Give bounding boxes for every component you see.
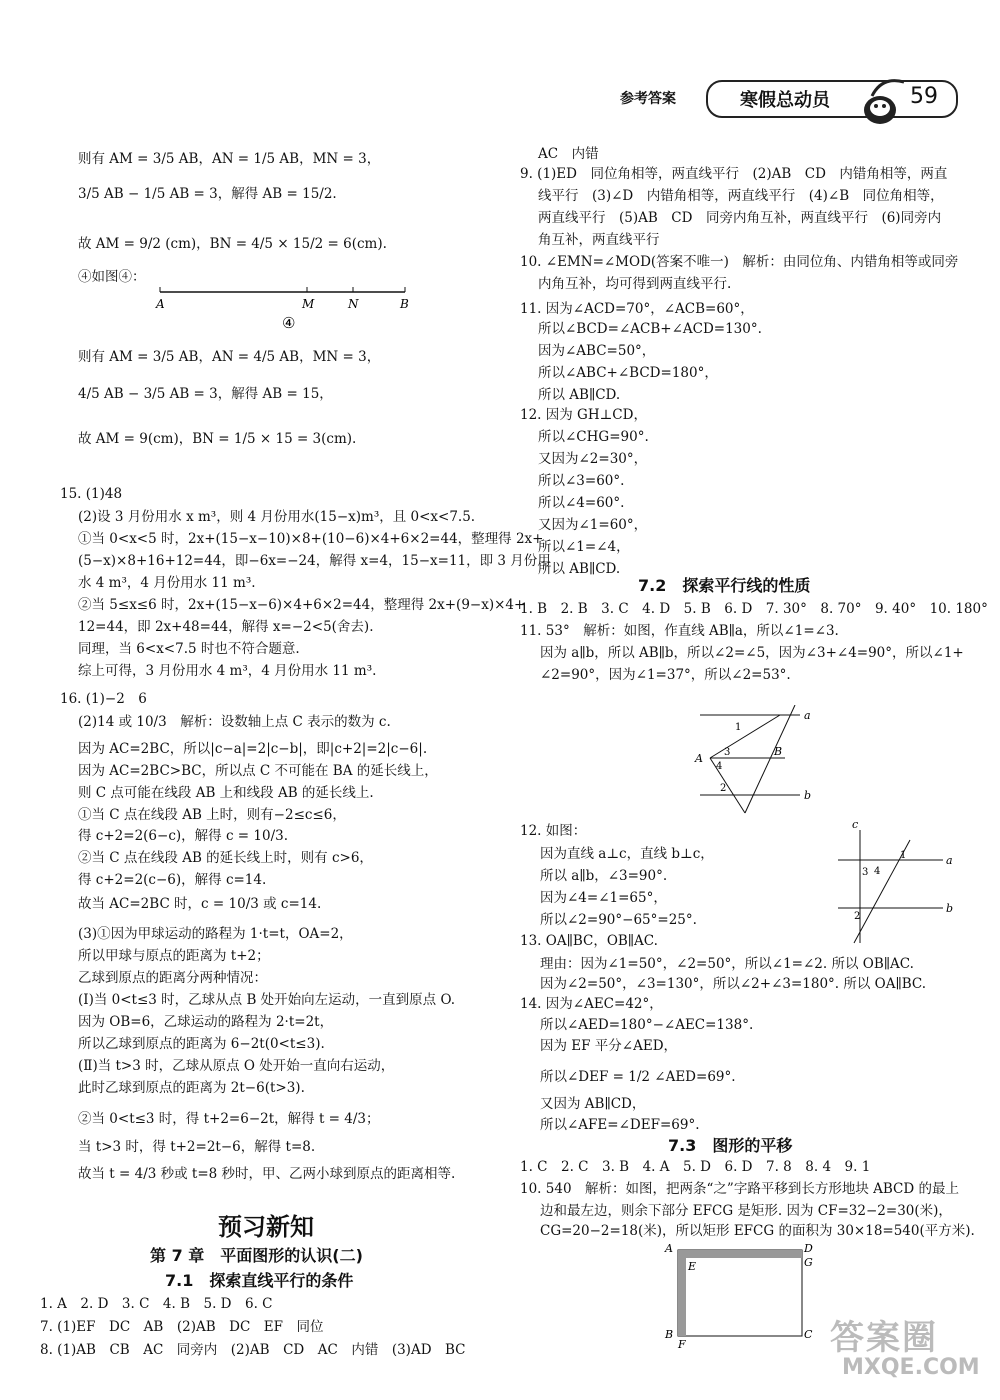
answer-line: 16. (1)−2 6 <box>60 691 147 707</box>
answer-line: CG=20−2=18(米)，所以矩形 EFCG 的面积为 30×18=540(平方米). <box>540 1223 975 1239</box>
figure-rectangle-plot <box>660 1240 820 1350</box>
answer-line: ②当 C 点在线段 AB 的延长线上时，则有 c>6， <box>78 850 373 866</box>
svg-text:B: B <box>665 1328 674 1341</box>
answer-line: 得 c+2=2(6−c)，解得 c = 10/3. <box>78 828 289 844</box>
answer-line: 当 t>3 时，得 t+2=2t−6，解得 t=8. <box>78 1139 316 1155</box>
answer-line: 又因为∠1=60°， <box>538 517 648 533</box>
answer-line: 线平行 (3)∠D 内错角相等，两直线平行 (4)∠B 同位角相等， <box>538 188 944 204</box>
choice-answer-line: 7. (1)EF DC AB (2)AB DC EF 同位 <box>40 1319 324 1335</box>
answer-line: 两直线平行 (5)AB CD 同旁内角互补，两直线平行 (6)同旁内 <box>538 210 942 226</box>
answer-line: 所以∠DEF = 1/2 ∠AED=69°. <box>540 1069 736 1085</box>
answer-line: 又因为 AB∥CD， <box>540 1096 646 1112</box>
answer-line: 12=44，即 2x+48=44，解得 x=−2<5(舍去). <box>78 619 374 635</box>
section-7-3-title: 7.3 图形的平移 <box>668 1136 793 1155</box>
answer-line: 所以∠CHG=90°. <box>538 429 649 445</box>
svg-text:4: 4 <box>716 761 723 772</box>
answer-line: 因为 EF 平分∠AED， <box>540 1038 678 1054</box>
answer-line: 因为 AC=2BC>BC，所以点 C 不可能在 BA 的延长线上， <box>78 763 438 779</box>
answer-line: 11. 因为∠ACD=70°，∠ACB=60°， <box>520 301 754 317</box>
answer-line: 12. 因为 GH⊥CD， <box>520 407 647 423</box>
answer-line: 14. 因为∠AEC=42°， <box>520 996 663 1012</box>
figure-12-parallel-lines <box>828 818 963 948</box>
svg-text:1: 1 <box>900 850 907 861</box>
answer-line: 所以 AB∥CD. <box>538 561 621 577</box>
header-reference-label: 参考答案 <box>620 91 676 107</box>
answer-line: 乙球到原点的距离分两种情况： <box>78 970 267 986</box>
answer-line: 3/5 AB − 1/5 AB = 3，解得 AB = 15/2. <box>78 186 337 202</box>
svg-text:3: 3 <box>862 867 869 878</box>
answer-line: 因为直线 a⊥c，直线 b⊥c， <box>540 846 714 862</box>
answer-line: (3)①因为甲球运动的路程为 1·t=t，OA=2， <box>78 926 353 942</box>
mascot-icon <box>852 70 910 128</box>
answer-line: 理由：因为∠1=50°，∠2=50°，所以∠1=∠2. 所以 OB∥AC. <box>540 956 914 972</box>
answer-line: 因为∠2=50°，∠3=130°，所以∠2+∠3=180°. 所以 OA∥BC. <box>540 976 927 992</box>
answer-line: 则有 AM = 3/5 AB，AN = 1/5 AB，MN = 3， <box>78 151 381 167</box>
answer-line: (Ⅱ)当 t>3 时，乙球从原点 O 处开始一直向右运动， <box>78 1058 395 1074</box>
answer-line: 又因为∠2=30°， <box>538 451 648 467</box>
answer-line: 边和最左边，则余下部分 EFCG 是矩形. 因为 CF=32−2=30(米)， <box>540 1203 952 1219</box>
fig4-point-B: B <box>400 297 409 311</box>
answer-line: 故当 t = 4/3 秒或 t=8 秒时，甲、乙两小球到原点的距离相等. <box>78 1166 456 1182</box>
answer-line: 所以∠3=60°. <box>538 473 625 489</box>
svg-text:E: E <box>688 1260 697 1273</box>
preview-title: 预习新知 <box>218 1213 314 1241</box>
answer-line: ①当 0<x<5 时，2x+(15−x−10)×8+(10−6)×4+6×2=44，整理得 2x+ <box>78 531 544 547</box>
svg-text:1: 1 <box>735 722 742 733</box>
choice-answer-line: 1. A 2. D 3. C 4. B 5. D 6. C <box>40 1296 273 1312</box>
answer-line: 9. (1)ED 同位角相等，两直线平行 (2)AB CD 内错角相等，两直 <box>520 166 948 182</box>
answer-line: 10. 540 解析：如图，把两条“之”字路平移到长方形地块 ABCD 的最上 <box>520 1181 959 1197</box>
svg-text:3: 3 <box>724 747 731 758</box>
answer-line: 则 C 点可能在线段 AB 上和线段 AB 的延长线上. <box>78 785 374 801</box>
svg-text:2: 2 <box>720 783 727 794</box>
svg-text:F: F <box>678 1338 686 1350</box>
answer-line: (Ⅰ)当 0<t≤3 时，乙球从点 B 处开始向左运动，一直到原点 O. <box>78 992 456 1008</box>
svg-text:c: c <box>852 818 859 831</box>
answer-line: 1. B 2. B 3. C 4. D 5. B 6. D 7. 30° 8. 70° 9. 40° 10. 180° <box>520 601 988 617</box>
answer-line: 12. 如图： <box>520 823 587 839</box>
figure-4-segment <box>150 282 420 332</box>
choice-answer-line: 8. (1)AB CB AC 同旁内 (2)AB CD AC 内错 (3)AD BC <box>40 1342 466 1358</box>
answer-line: (2)设 3 月份用水 x m³，则 4 月份用水(15−x)m³，且 0<x<7.5. <box>78 509 476 525</box>
svg-text:C: C <box>804 1328 813 1341</box>
svg-text:b: b <box>946 902 954 915</box>
answer-line: 11. 53° 解析：如图，作直线 AB∥a，所以∠1=∠3. <box>520 623 839 639</box>
answer-line: 因为 AC=2BC，所以|c−a|=2|c−b|，即|c+2|=2|c−6|. <box>78 741 428 757</box>
answer-line: 内角互补，均可得到两直线平行. <box>538 276 732 292</box>
answer-line: 13. OA∥BC，OB∥AC. <box>520 933 658 949</box>
answer-line: 得 c+2=2(c−6)，解得 c=14. <box>78 872 267 888</box>
answer-line: 因为 OB=6，乙球运动的路程为 2·t=2t， <box>78 1014 334 1030</box>
svg-text:B: B <box>774 745 783 758</box>
answer-line: 所以乙球到原点的距离为 6−2t(0<t≤3). <box>78 1036 325 1052</box>
answer-line: 角互补，两直线平行 <box>538 232 660 248</box>
answer-line: 所以∠AED=180°−∠AEC=138°. <box>540 1017 754 1033</box>
fig4-label: ④ <box>282 314 296 332</box>
answer-line: 所以∠1=∠4， <box>538 539 630 555</box>
answer-line: 所以 AB∥CD. <box>538 387 621 403</box>
answer-line: 所以 a∥b，∠3=90°. <box>540 868 668 884</box>
answer-line: 同理，当 6<x<7.5 时也不符合题意. <box>78 641 300 657</box>
figure-11-parallel-lines <box>680 705 820 825</box>
svg-text:2: 2 <box>854 911 861 922</box>
fig4-point-N: N <box>348 297 359 311</box>
answer-line: 所以∠2=90°−65°=25°. <box>540 912 697 928</box>
answer-line: ②当 5≤x≤6 时，2x+(15−x−6)×4+6×2=44，整理得 2x+(9−x)×4+ <box>78 597 526 613</box>
answer-line: 所以∠BCD=∠ACB+∠ACD=130°. <box>538 321 762 337</box>
watermark-url: MXQE.COM <box>842 1355 980 1380</box>
page-number: 59 <box>910 84 938 109</box>
answer-line: 因为∠4=∠1=65°， <box>540 890 667 906</box>
answer-line: ④如图④： <box>78 269 146 285</box>
answer-line: 15. (1)48 <box>60 486 123 502</box>
fig4-point-A: A <box>156 297 165 311</box>
svg-text:b: b <box>804 789 812 802</box>
answer-line: 1. C 2. C 3. B 4. A 5. D 6. D 7. 8 8. 4 9. 1 <box>520 1159 871 1175</box>
answer-line: 故 AM = 9/2 (cm)，BN = 4/5 × 15/2 = 6(cm). <box>78 236 387 252</box>
answer-line: 此时乙球到原点的距离为 2t−6(t>3). <box>78 1080 305 1096</box>
answer-line: ①当 C 点在线段 AB 上时，则有−2≤c≤6， <box>78 807 346 823</box>
answer-line: (2)14 或 10/3 解析：设数轴上点 C 表示的数为 c. <box>78 714 391 730</box>
answer-line: ②当 0<t≤3 时，得 t+2=6−2t，解得 t = 4/3； <box>78 1111 380 1127</box>
fig4-point-M: M <box>302 297 315 311</box>
svg-text:4: 4 <box>874 866 881 877</box>
answer-line: 4/5 AB − 3/5 AB = 3，解得 AB = 15， <box>78 386 333 402</box>
answer-line: 所以∠AFE=∠DEF=69°. <box>540 1117 700 1133</box>
answer-line: 所以∠4=60°. <box>538 495 625 511</box>
answer-line: 因为∠ABC=50°， <box>538 343 656 359</box>
answer-line: AC 内错 <box>538 146 599 162</box>
watermark-logo: 答案圈 <box>830 1318 938 1358</box>
answer-line: 所以甲球与原点的距离为 t+2； <box>78 948 270 964</box>
svg-text:D: D <box>804 1242 813 1255</box>
svg-text:A: A <box>665 1242 673 1255</box>
answer-line: ∠2=90°，因为∠1=37°，所以∠2=53°. <box>540 667 791 683</box>
answer-line: 故当 AC=2BC 时，c = 10/3 或 c=14. <box>78 896 322 912</box>
answer-line: (5−x)×8+16+12=44，即−6x=−24，解得 x=4，15−x=11，即 3 月份用 <box>78 553 551 569</box>
section-7-2-title: 7.2 探索平行线的性质 <box>638 576 811 595</box>
answer-line: 故 AM = 9(cm)，BN = 1/5 × 15 = 3(cm). <box>78 431 357 447</box>
svg-text:A: A <box>695 752 703 765</box>
answer-line: 综上可得，3 月份用水 4 m³，4 月份用水 11 m³. <box>78 663 377 679</box>
answer-line: 因为 a∥b，所以 AB∥b，所以∠2=∠5，因为∠3+∠4=90°，所以∠1+ <box>540 645 964 661</box>
answer-line: 所以∠ABC+∠BCD=180°， <box>538 365 718 381</box>
answer-line: 10. ∠EMN=∠MOD(答案不唯一) 解析：由同位角、内错角相等或同旁 <box>520 254 959 270</box>
svg-text:a: a <box>804 709 811 722</box>
svg-text:a: a <box>946 854 953 867</box>
section-7-1-title: 7.1 探索直线平行的条件 <box>165 1271 354 1290</box>
answer-line: 则有 AM = 3/5 AB，AN = 4/5 AB，MN = 3， <box>78 349 381 365</box>
chapter-title: 第 7 章 平面图形的认识(二) <box>150 1246 363 1265</box>
svg-text:G: G <box>804 1256 813 1269</box>
answer-line: 水 4 m³，4 月份用水 11 m³. <box>78 575 256 591</box>
header-title: 寒假总动员 <box>740 90 830 111</box>
